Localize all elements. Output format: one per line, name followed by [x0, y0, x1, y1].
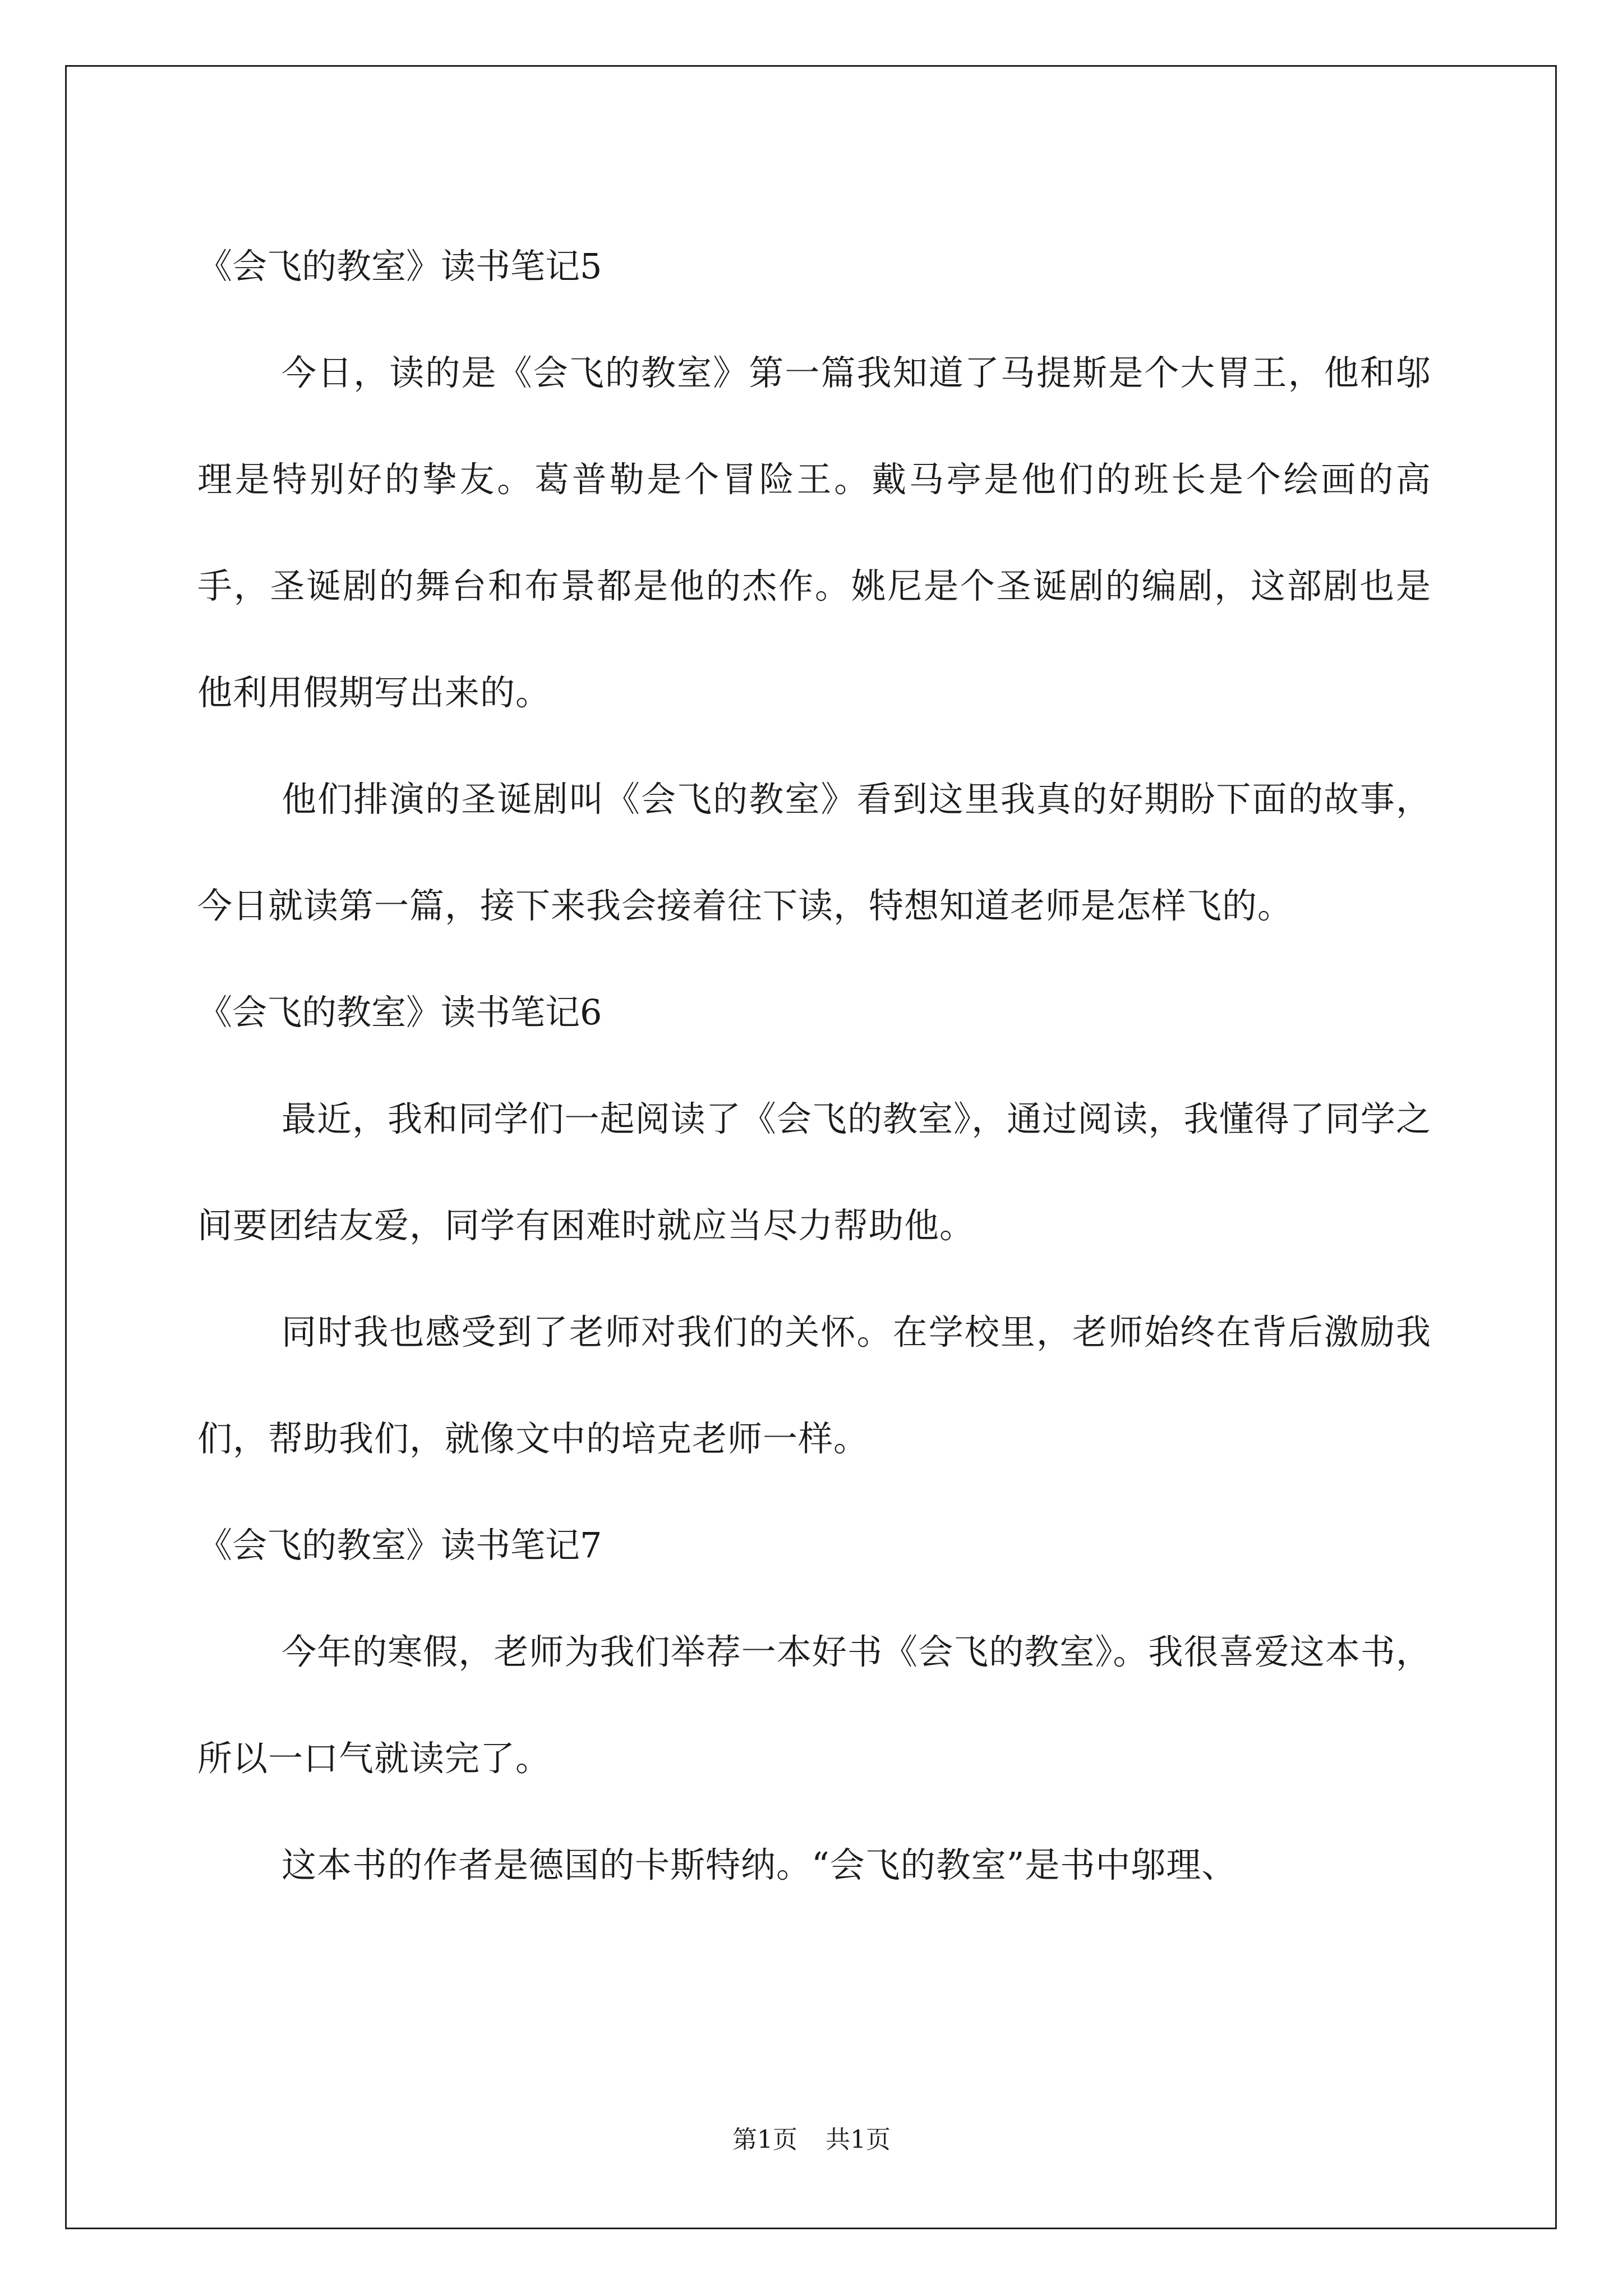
paragraph: 今日，读的是《会飞的教室》第一篇我知道了马提斯是个大胃王，他和邬理是特别好的挚友。葛普勒是个冒险王。戴马亭是他们的班长是个绘画的高手，圣诞剧的舞台和布景都是他的杰作。姚尼是个圣诞剧的编剧，这部剧也是他利用假期写出来的。	[197, 352, 1431, 713]
section-heading: 《会飞的教室》读书笔记7	[197, 1525, 602, 1566]
section-heading: 《会飞的教室》读书笔记6	[197, 992, 602, 1033]
paragraph: 最近，我和同学们一起阅读了《会飞的教室》，通过阅读，我懂得了同学之间要团结友爱，同学有困难时就应当尽力帮助他。	[197, 1098, 1431, 1246]
section-heading: 《会飞的教室》读书笔记5	[197, 246, 602, 287]
page-total: 共1页	[826, 2125, 891, 2154]
page-footer	[0, 2123, 1623, 2157]
document-body	[197, 213, 1431, 1918]
paragraph: 同时我也感受到了老师对我们的关怀。在学校里，老师始终在背后激励我们，帮助我们，就像文中的培克老师一样。	[197, 1312, 1431, 1459]
paragraph: 他们排演的圣诞剧叫《会飞的教室》看到这里我真的好期盼下面的故事，今日就读第一篇，接下来我会接着往下读，特想知道老师是怎样飞的。	[197, 779, 1431, 926]
paragraph: 今年的寒假，老师为我们举荐一本好书《会飞的教室》。我很喜爱这本书，所以一口气就读完了。	[197, 1631, 1431, 1779]
paragraph: 这本书的作者是德国的卡斯特纳。“会飞的教室”是书中邬理、	[282, 1844, 1237, 1885]
page-number: 第1页	[732, 2125, 797, 2154]
